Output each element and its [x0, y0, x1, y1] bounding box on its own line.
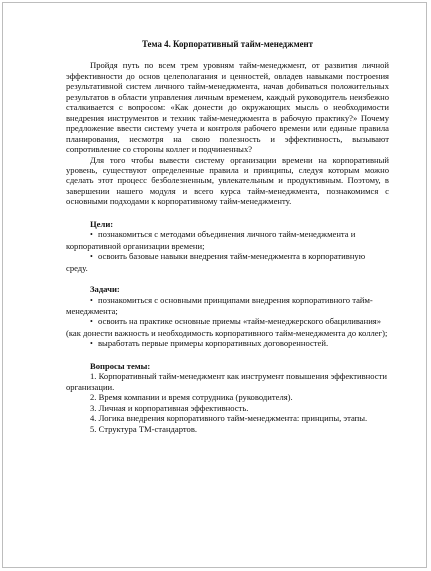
list-item: 2. Время компании и время сотрудника (руководителя). — [90, 392, 293, 403]
list-item: • освоить базовые навыки внедрения тайм-менеджмента в корпоративную среду. — [66, 251, 389, 273]
spacer — [66, 273, 389, 284]
spacer — [66, 350, 389, 361]
list-item: 5. Структура ТМ-стандартов. — [90, 423, 198, 434]
list-item: 4. Логика внедрения корпоративного тайм-менеджмента: принципы, этапы. — [90, 413, 368, 424]
goals-heading: Цели: — [90, 218, 114, 229]
questions-list — [66, 371, 389, 434]
intro-paragraph-2: Для того чтобы вывести систему организации времени на корпоративный уровень, существуют определенные правила и принципы, следуя которым можно сделать этот процесс безболезненным, увлекательным и продуктивным. Поэтому, в завершении нашего модуля и всего курса тайм-менеджмента, познакомимся с основными подходами к корпоративному тайм-менеджменту. — [66, 154, 389, 207]
document-content — [66, 39, 389, 434]
list-item: 1. Корпоративный тайм-менеджмент как инструмент повышения эффективности организации. — [66, 371, 387, 392]
document-page — [2, 2, 427, 568]
goals-list — [66, 229, 389, 273]
list-item: • освоить на практике основные приемы «тайм-менеджерского обациливания» (как донести важность и необходимость корпоративного тайм-менеджмента до коллег); — [66, 316, 389, 338]
page-title: Тема 4. Корпоративный тайм-менеджмент — [141, 39, 314, 49]
intro-paragraph-1: Пройдя путь по всем трем уровням тайм-менеджмент, от развития личной эффективности до основ целеполагания и ценностей, овладев навыками построения результативной систем личного тайм-менеджмента, начав добиваться положительных результатов в области управления личным временем, каждый руководитель неизбежно сталкивается с вопросом: «Как донести до окружающих мысль о необходимости внедрения инструментов и техник тайм-менеджмента в рабочую практику?» Почему предложение ввести систему учета и контроля рабочего времени или единые правила планирования, несмотря на свою полезность и эффективность, вызывают сопротивление со стороны коллег и подчиненных? — [66, 60, 389, 155]
tasks-heading: Задачи: — [90, 284, 120, 295]
list-item: 3. Личная и корпоративная эффективность. — [90, 402, 249, 413]
list-item: • познакомиться с методами объединения личного тайм-менеджмента и корпоративной организации времени; — [66, 229, 389, 251]
list-item: • познакомиться с основными принципами внедрения корпоративного тайм-менеджмента; — [66, 295, 389, 317]
spacer — [66, 207, 389, 219]
questions-heading: Вопросы темы: — [90, 360, 151, 371]
list-item: • выработать первые примеры корпоративных договоренностей. — [66, 338, 389, 349]
tasks-list — [66, 295, 389, 350]
